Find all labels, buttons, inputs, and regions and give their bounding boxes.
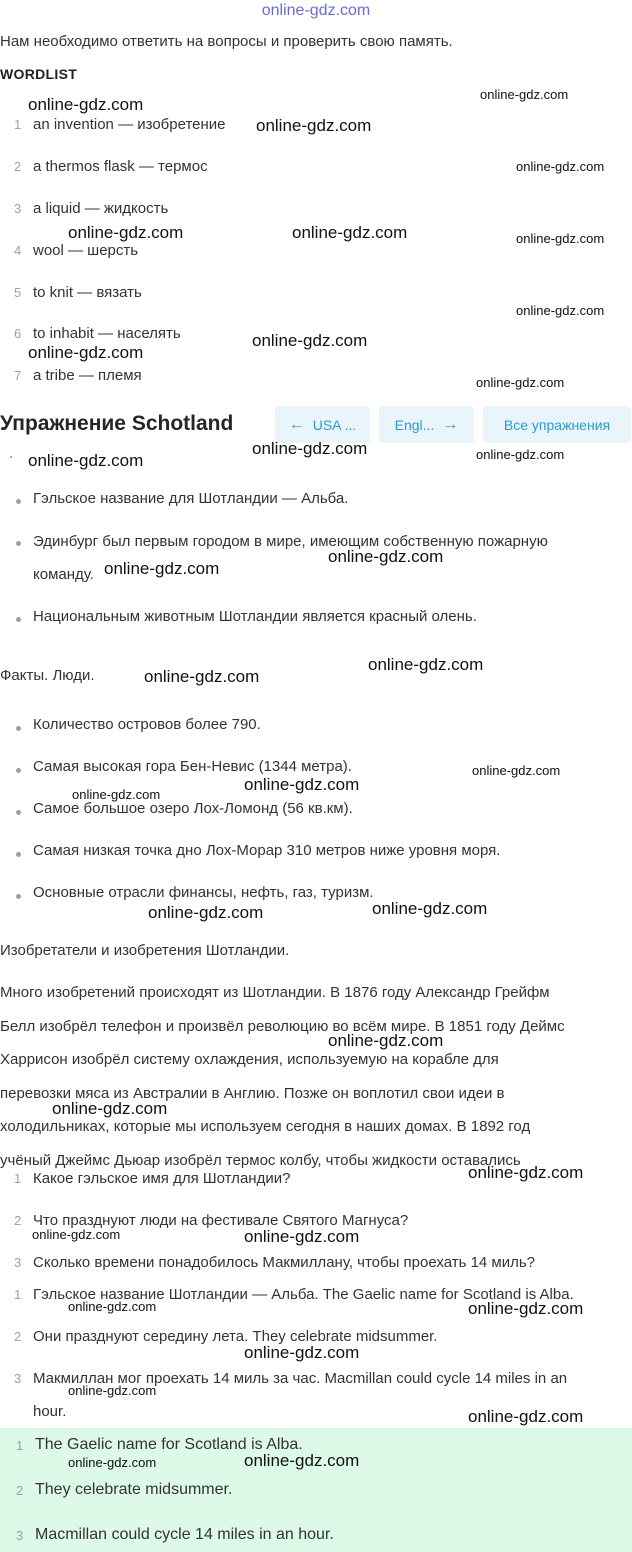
answer-number: 2 — [16, 1483, 24, 1498]
fact-item: Гэльское название для Шотландии — Альба. — [33, 490, 349, 507]
watermark: online-gdz.com — [32, 1227, 121, 1242]
wordlist-number: 6 — [14, 326, 22, 341]
wordlist-item: a thermos flask — термос — [33, 158, 208, 175]
wordlist-item: an invention — изобретение — [33, 116, 226, 133]
watermark: online-gdz.com — [244, 1451, 360, 1470]
wordlist-item: to inhabit — населять — [33, 325, 181, 342]
watermark: online-gdz.com — [476, 375, 565, 390]
fact-item: Национальным животным Шотландии является красный олень. — [33, 608, 477, 625]
inventors-heading: Изобретатели и изобретения Шотландии. — [0, 942, 290, 959]
bullet-dot — [16, 617, 21, 622]
watermark: online-gdz.com — [368, 655, 484, 674]
answer-text: Гэльское название Шотландии — Альба. The Gaelic name for Scotland is Alba. — [33, 1286, 574, 1303]
wordlist-item: a liquid — жидкость — [33, 200, 169, 217]
watermark: online-gdz.com — [244, 1227, 360, 1246]
site-header-watermark: online-gdz.com — [261, 2, 371, 19]
question-text: Что празднуют люди на фестивале Святого Магнуса? — [33, 1212, 409, 1229]
watermark: online-gdz.com — [52, 1099, 168, 1118]
wordlist-number: 1 — [14, 117, 22, 132]
paragraph-line: Белл изобрёл телефон и произвёл революцию во всём мире. В 1851 году Деймс — [0, 1018, 565, 1035]
watermark: online-gdz.com — [68, 223, 184, 242]
bullet-dot — [16, 541, 21, 546]
answer-number: 3 — [14, 1371, 22, 1386]
prev-exercise-label: USA ... — [312, 416, 357, 433]
question-number: 2 — [14, 1213, 22, 1228]
watermark: online-gdz.com — [256, 116, 372, 135]
bullet-dot — [16, 726, 21, 731]
watermark: online-gdz.com — [516, 303, 605, 318]
watermark: online-gdz.com — [144, 667, 260, 686]
wordlist-item: wool — шерсть — [33, 242, 139, 259]
bullet-dot — [16, 810, 21, 815]
answer-text-continuation: hour. — [33, 1403, 67, 1420]
wordlist-title: WORDLIST — [0, 66, 78, 82]
arrow-left-icon: ← — [288, 415, 305, 433]
fact-item: Эдинбург был первым городом в мире, имеющим собственную пожарную — [33, 533, 548, 550]
next-exercise-button[interactable] — [379, 406, 474, 443]
answer-text: They celebrate midsummer. — [35, 1481, 233, 1498]
watermark: online-gdz.com — [68, 1383, 157, 1398]
stray-dot — [10, 456, 12, 458]
wordlist-number: 2 — [14, 159, 22, 174]
answer-number: 1 — [16, 1438, 24, 1453]
watermark: online-gdz.com — [480, 87, 569, 102]
fact-item: Количество островов более 790. — [33, 716, 261, 733]
watermark: online-gdz.com — [72, 787, 161, 802]
paragraph-line: Много изобретений происходят из Шотландии. В 1876 году Александр Грейфм — [0, 984, 550, 1001]
wordlist-item: a tribe — племя — [33, 367, 142, 384]
watermark: online-gdz.com — [476, 447, 565, 462]
fact-item: Самая высокая гора Бен-Невис (1344 метра). — [33, 758, 352, 775]
bullet-dot — [16, 852, 21, 857]
answer-text: Macmillan could cycle 14 miles in an hour. — [35, 1526, 334, 1543]
watermark: online-gdz.com — [28, 451, 144, 470]
question-number: 3 — [14, 1255, 22, 1270]
watermark: online-gdz.com — [28, 95, 144, 114]
watermark: online-gdz.com — [148, 903, 264, 922]
answer-number: 2 — [14, 1329, 22, 1344]
question-text: Сколько времени понадобилось Макмиллану, чтобы проехать 14 миль? — [33, 1254, 536, 1271]
watermark: online-gdz.com — [252, 439, 368, 458]
next-exercise-label: Engl... — [394, 416, 435, 433]
wordlist-number: 5 — [14, 285, 22, 300]
exercise-title: Упражнение Schotland — [0, 412, 234, 435]
watermark: online-gdz.com — [244, 775, 360, 794]
bullet-dot — [16, 768, 21, 773]
watermark: online-gdz.com — [68, 1455, 157, 1470]
watermark: online-gdz.com — [328, 547, 444, 566]
answer-number: 1 — [14, 1287, 22, 1302]
watermark: online-gdz.com — [68, 1299, 157, 1314]
watermark: online-gdz.com — [516, 231, 605, 246]
wordlist-number: 4 — [14, 243, 22, 258]
question-text: Какое гэльское имя для Шотландии? — [33, 1170, 291, 1187]
watermark: online-gdz.com — [252, 331, 368, 350]
watermark: online-gdz.com — [468, 1407, 584, 1426]
watermark: online-gdz.com — [468, 1299, 584, 1318]
arrow-right-icon: → — [442, 415, 459, 433]
wordlist-number: 3 — [14, 201, 22, 216]
fact-item-continuation: команду. — [33, 566, 94, 583]
all-exercises-button[interactable] — [483, 406, 631, 443]
facts-people-heading: Факты. Люди. — [0, 667, 95, 684]
fact-item: Самая низкая точка дно Лох-Морар 310 метров ниже уровня моря. — [33, 842, 501, 859]
paragraph-line-cut: учёный Джеймс Дьюар изобрёл термос колбу, чтобы жидкости оставались — [0, 1152, 521, 1169]
bullet-dot — [16, 894, 21, 899]
intro-text: Нам необходимо ответить на вопросы и проверить свою память. — [0, 33, 453, 50]
watermark: online-gdz.com — [468, 1163, 584, 1182]
question-number: 1 — [14, 1171, 22, 1186]
watermark: online-gdz.com — [472, 763, 561, 778]
paragraph-line: перевозки мяса из Австралии в Англию. Позже он воплотил свои идеи в — [0, 1085, 505, 1102]
watermark: online-gdz.com — [104, 559, 220, 578]
answer-text: The Gaelic name for Scotland is Alba. — [35, 1436, 303, 1453]
watermark: online-gdz.com — [244, 1343, 360, 1362]
wordlist-item: to knit — вязать — [33, 284, 142, 301]
watermark: online-gdz.com — [372, 899, 488, 918]
watermark: online-gdz.com — [28, 343, 144, 362]
watermark: online-gdz.com — [292, 223, 408, 242]
paragraph-line: холодильниках, которые мы используем сегодня в наших домах. В 1892 год — [0, 1118, 531, 1135]
bullet-dot — [16, 499, 21, 504]
watermark: online-gdz.com — [516, 159, 605, 174]
watermark: online-gdz.com — [328, 1031, 444, 1050]
answer-text: Макмиллан мог проехать 14 миль за час. Macmillan could cycle 14 miles in an — [33, 1370, 568, 1387]
paragraph-line: Харрисон изобрёл систему охлаждения, используемую на корабле для — [0, 1051, 499, 1068]
fact-item: Основные отрасли финансы, нефть, газ, туризм. — [33, 884, 374, 901]
answer-text: Они празднуют середину лета. They celebrate midsummer. — [33, 1328, 438, 1345]
all-exercises-label: Все упражнения — [503, 416, 611, 433]
prev-exercise-button[interactable] — [275, 406, 370, 443]
wordlist-number: 7 — [14, 368, 22, 383]
answer-number: 3 — [16, 1528, 24, 1543]
fact-item: Самое большое озеро Лох-Ломонд (56 кв.км). — [33, 800, 353, 817]
